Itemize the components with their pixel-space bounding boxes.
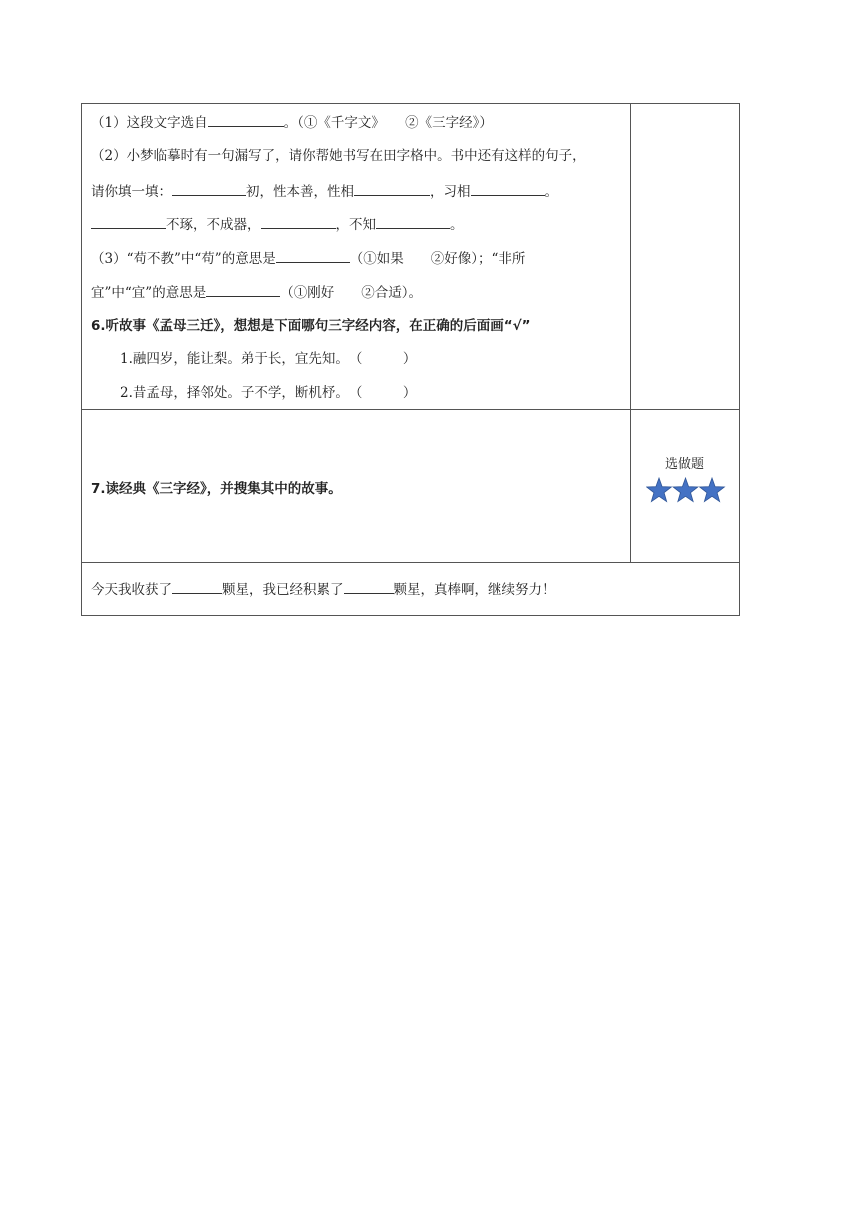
q3-line1-b: （①如果 ②好像）；“非所 [349, 251, 526, 267]
rating-stars [646, 476, 726, 504]
q3-line1-a: （3）“苟不教”中“苟”的意思是 [91, 251, 276, 267]
q2-blank-2[interactable] [354, 182, 430, 196]
option-2 [120, 384, 416, 402]
question-2-line-2 [91, 182, 558, 201]
question-3-line-1 [91, 249, 525, 268]
row-divider-1 [82, 409, 739, 410]
option-1 [120, 350, 416, 368]
q2-blank-4[interactable] [91, 215, 166, 229]
q1-suffix: 。（①《千字文》 ②《三字经》） [283, 115, 493, 131]
q2-line3-a: 不琢，不成器， [166, 217, 261, 233]
q2-blank-1[interactable] [172, 182, 246, 196]
footer-blank-1[interactable] [172, 580, 222, 594]
question-3-line-2 [91, 283, 422, 302]
footer-text-b: 颗星，我已经积累了 [222, 582, 344, 598]
footer-summary [91, 580, 556, 599]
option-1-answer-box[interactable]: （ ） [355, 351, 417, 367]
option-2-text: 2.昔孟母，择邻处。子不学，断机杼。 [120, 385, 343, 401]
q2-line2-b: 初，性本善，性相 [246, 184, 354, 200]
q3-line2-a: 宜”中“宜”的意思是 [91, 285, 207, 301]
q3-blank-2[interactable] [206, 283, 280, 297]
q2-line2-c: ，习相 [430, 184, 471, 200]
question-2-line-3 [91, 215, 464, 234]
q2-line3-b: ，不知 [335, 217, 376, 233]
option-1-text: 1.融四岁，能让梨。弟于长，宜先知。 [120, 351, 343, 367]
section-6-title: 6.听故事《孟母三迁》，想想是下面哪句三字经内容，在正确的后面画“√” [91, 318, 531, 334]
star-icon [673, 478, 698, 502]
q2-blank-6[interactable] [376, 215, 450, 229]
q1-blank[interactable] [208, 113, 284, 127]
star-icon [647, 478, 672, 502]
q2-line3-c: 。 [450, 217, 464, 233]
option-2-answer-box[interactable]: （ ） [355, 385, 417, 401]
q2-line2-a: 请你填一填： [91, 184, 172, 200]
q2-line2-d: 。 [544, 184, 558, 200]
footer-text-c: 颗星，真棒啊，继续努力！ [393, 582, 556, 598]
footer-blank-2[interactable] [344, 580, 394, 594]
q3-line2-b: （①刚好 ②合适）。 [280, 285, 422, 301]
worksheet-table [81, 103, 740, 616]
row-divider-2 [82, 562, 739, 563]
footer-text-a: 今天我收获了 [91, 582, 172, 598]
optional-question-label: 选做题 [664, 457, 704, 472]
q2-blank-3[interactable] [471, 182, 545, 196]
question-1 [91, 113, 493, 132]
section-7-title: 7.读经典《三字经》，并搜集其中的故事。 [91, 481, 342, 497]
column-divider [630, 104, 631, 562]
star-icon [700, 478, 725, 502]
question-2-line-1: （2）小梦临摹时有一句漏写了，请你帮她书写在田字格中。书中还有这样的句子， [91, 148, 586, 164]
q3-blank-1[interactable] [276, 249, 350, 263]
q1-prefix: （1）这段文字选自 [91, 115, 208, 131]
q2-blank-5[interactable] [261, 215, 336, 229]
